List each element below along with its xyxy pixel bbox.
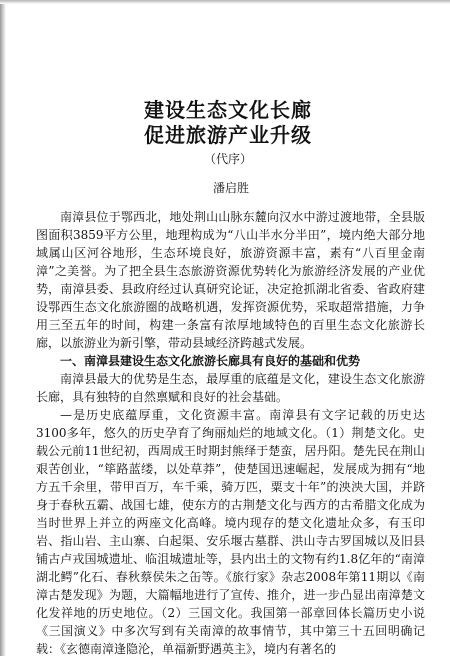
title-line-2: 促进旅游产业升级	[144, 123, 312, 147]
author-name: 潘启胜	[212, 181, 249, 195]
section-heading-1: 一、南漳县建设生态文化旅游长廊具有良好的基础和优势	[60, 354, 361, 368]
subtitle: （代序）	[203, 152, 252, 166]
paragraph-intro: 南漳县位于鄂西北，地处荆山山脉东麓向汉水中游过渡地带，全县版图面积3859平方公里，地理构成为“八山半水分半田”，境内绝大部分地域属山区河谷地形，生态环境良好，旅游资源丰富，素有“八百里金南漳”之美誉。为了把全县生态旅游资源优势转化为旅游经济发展的产业优势，南漳县委、县政府经过认真研究论证，决定抢抓湖北省委、省政府建设鄂西生态文化旅游圈的战略机遇，发挥资源优势，采取超常措施，力争用三至五年的时间，构建一条富有浓厚地域特色的百里生态文化旅游长廊，以旅游业为新引擎，带动县域经济跨越式发展。	[36, 210, 425, 350]
paragraph-advantage: 南漳县最大的优势是生态，最厚重的底蕴是文化，建设生态文化旅游长廊，具有独特的自然禀赋和良好的社会基础。	[36, 372, 425, 404]
title-line-1: 建设生态文化长廊	[144, 98, 312, 122]
paragraph-history: —是历史底蕴厚重，文化资源丰富。南漳县有文字记载的历史达3100多年，悠久的历史孕育了绚丽灿烂的地域文化。（1）荆楚文化。史载公元前11世纪初，西周成王时期封熊绎于楚蛮，居丹阳。楚先民在荆山艰苦创业，“筚路蓝缕，以处草莽”，使楚国迅速崛起，发展成为拥有“地方五千余里，带甲百万，车千乘，骑万匹，粟支十年”的泱泱大国，并跻身于春秋五霸、战国七雄，使东方的古荆楚文化与西方的古希腊文化成为当时世界上并立的两座文化高峰。境内现存的楚文化遗址众多，有玉印岩、指山岩、主山寨、白起渠、安乐堰古墓群、洪山寺古罗国城以及旧县铺古卢戎国城遗址、临沮城遗址等，县内出土的文物有约1.8亿年的“南漳湖北鳄”化石、春秋蔡侯朱之缶等。《旅行家》杂志2008年第11期以《南漳古楚发现》为题，大篇幅地进行了宣传、推介，进一步凸显出南漳楚文化发祥地的历史地位。（2）三国文化。我国第一部章回体长篇历史小说《三国演义》中多次写到有关南漳的故事情节，其中第三十五回明确记载：《玄德南漳逢隐沦，单福新野遇英主》，境内有著名的	[36, 408, 425, 656]
page-top-shadow	[0, 0, 450, 4]
body-text	[36, 208, 425, 658]
title-block	[0, 98, 450, 168]
